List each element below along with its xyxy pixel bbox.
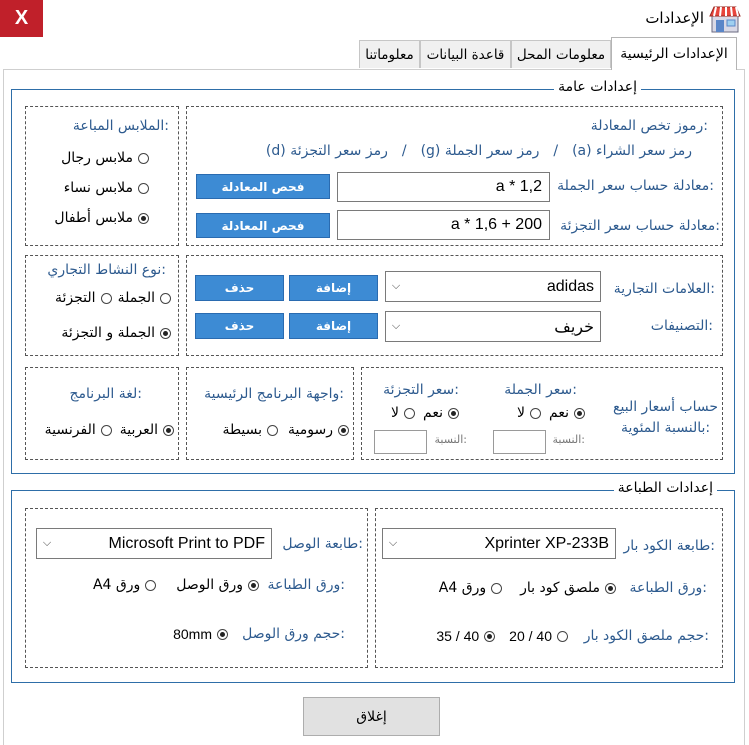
radio-dot[interactable] xyxy=(267,425,278,436)
radio-label: العربية xyxy=(119,422,158,438)
symbol-separator: / xyxy=(401,143,407,159)
radio-dot[interactable] xyxy=(404,408,415,419)
tab-database[interactable]: قاعدة البيانات xyxy=(420,40,511,68)
radio-dot[interactable] xyxy=(448,408,459,419)
receipt-printer-value: Microsoft Print to PDF xyxy=(108,534,265,552)
barcode-size-options xyxy=(436,628,568,644)
radio-label: نعم xyxy=(549,405,569,421)
radio-dot[interactable] xyxy=(138,153,149,164)
wholesale-price-title: سعر الجملة: xyxy=(504,382,577,398)
symbol-separator: / xyxy=(553,143,559,159)
interface-heading: واجهة البرنامج الرئيسية: xyxy=(204,386,344,402)
retail-formula-label: معادلة حساب سعر التجزئة: xyxy=(560,218,720,234)
activity-row-1 xyxy=(55,290,171,306)
radio-label: التجزئة xyxy=(55,290,96,306)
chevron-down-icon[interactable]: ⌵ xyxy=(391,320,401,332)
wholesale-yes-no xyxy=(517,405,585,421)
shop-icon xyxy=(709,4,741,34)
radio-label: الجملة xyxy=(117,290,155,306)
radio-label: ملابس نساء xyxy=(63,180,133,196)
wholesale-formula-label: معادلة حساب سعر الجملة: xyxy=(557,178,714,194)
radio-language-arabic[interactable] xyxy=(120,422,174,438)
barcode-printer-label: طابعة الكود بار: xyxy=(623,538,715,554)
receipt-paper-options xyxy=(93,577,259,593)
radio-dot[interactable] xyxy=(160,328,171,339)
retail-formula-input[interactable]: a * 1,6 + 200 xyxy=(337,210,550,240)
radio-dot[interactable] xyxy=(145,580,156,591)
radio-wholesale-no[interactable] xyxy=(517,405,541,421)
radio-retail-yes[interactable] xyxy=(423,405,459,421)
radio-receipt-size-80mm[interactable] xyxy=(173,626,228,642)
radio-label: 80mm xyxy=(173,626,212,642)
close-button[interactable]: X xyxy=(0,0,43,37)
retail-yes-no xyxy=(391,405,459,421)
percentage-heading-line2: بالنسبة المئوية: xyxy=(620,420,711,436)
formula-heading: رموز تخص المعادلة: xyxy=(590,118,708,134)
language-options xyxy=(45,422,174,438)
check-wholesale-formula-button[interactable]: فحص المعادلة xyxy=(196,174,330,199)
radio-barcode-size-40-35[interactable] xyxy=(436,628,495,644)
radio-label: رسومية xyxy=(288,422,333,438)
add-brand-button[interactable]: إضافة xyxy=(289,275,378,301)
tab-shop-info[interactable]: معلومات المحل xyxy=(511,40,611,68)
receipt-size-label: حجم ورق الوصل: xyxy=(242,626,345,642)
barcode-paper-options xyxy=(439,580,616,596)
printing-settings-legend: إعدادات الطباعة xyxy=(614,480,717,496)
language-heading: لغة البرنامج: xyxy=(69,386,142,402)
percentage-heading-line1: حساب أسعار البيع xyxy=(613,399,718,415)
radio-kids-clothes[interactable] xyxy=(54,210,149,226)
wholesale-ratio-input[interactable] xyxy=(493,430,546,454)
categories-combobox[interactable] xyxy=(385,311,601,342)
brands-label: العلامات التجارية: xyxy=(613,281,715,297)
radio-retail[interactable] xyxy=(55,290,112,306)
radio-men-clothes[interactable] xyxy=(61,150,149,166)
radio-interface-simple[interactable] xyxy=(222,422,278,438)
radio-barcode-size-40-20[interactable] xyxy=(509,628,568,644)
receipt-paper-label: ورق الطباعة: xyxy=(267,577,345,593)
radio-label: لا xyxy=(517,405,526,421)
tab-about[interactable]: معلوماتنا xyxy=(359,40,420,68)
business-activity-heading: نوع النشاط التجاري: xyxy=(47,262,166,278)
barcode-printer-combobox[interactable] xyxy=(382,528,616,559)
delete-category-button[interactable]: حذف xyxy=(195,313,284,339)
radio-dot[interactable] xyxy=(160,293,171,304)
add-category-button[interactable]: إضافة xyxy=(289,313,378,339)
radio-retail-no[interactable] xyxy=(391,405,415,421)
receipt-printer-combobox[interactable] xyxy=(36,528,272,559)
radio-dot[interactable] xyxy=(138,183,149,194)
radio-receipt-paper[interactable] xyxy=(176,577,259,593)
radio-dot[interactable] xyxy=(491,583,502,594)
brands-combobox[interactable] xyxy=(385,271,601,302)
symbol-wholesale: رمز سعر الجملة (g) xyxy=(420,143,540,159)
radio-label: ملصق كود بار xyxy=(520,580,600,596)
radio-dot[interactable] xyxy=(574,408,585,419)
radio-label: ملابس أطفال xyxy=(54,210,133,226)
barcode-paper-label: ورق الطباعة: xyxy=(629,580,707,596)
radio-dot[interactable] xyxy=(101,425,112,436)
radio-dot[interactable] xyxy=(605,583,616,594)
language-box xyxy=(25,367,179,460)
window-title: الإعدادات xyxy=(645,9,704,27)
formula-symbols xyxy=(266,143,692,159)
percentage-pricing-heading xyxy=(613,397,718,439)
radio-dot[interactable] xyxy=(248,580,259,591)
radio-label: نعم xyxy=(423,405,443,421)
radio-label: 40 / 35 xyxy=(436,628,480,644)
interface-options xyxy=(222,422,349,438)
radio-label: الفرنسية xyxy=(44,422,96,438)
brands-value: adidas xyxy=(546,277,594,295)
categories-label: التصنيفات: xyxy=(650,318,713,334)
radio-label: 40 / 20 xyxy=(509,628,552,644)
radio-dot[interactable] xyxy=(557,631,568,642)
radio-label: ورق الوصل xyxy=(176,577,243,593)
receipt-printer-label: طابعة الوصل: xyxy=(282,536,363,552)
chevron-down-icon[interactable]: ⌵ xyxy=(42,537,52,549)
radio-label: ملابس رجال xyxy=(61,150,133,166)
delete-brand-button[interactable]: حذف xyxy=(195,275,284,301)
retail-price-title: سعر التجزئة: xyxy=(383,382,459,398)
radio-wholesale[interactable] xyxy=(118,290,171,306)
tab-main-settings[interactable]: الإعدادات الرئيسية xyxy=(611,37,737,70)
radio-language-french[interactable] xyxy=(45,422,112,438)
radio-dot[interactable] xyxy=(138,213,149,224)
radio-label: ورق A4 xyxy=(92,577,141,593)
check-retail-formula-button[interactable]: فحص المعادلة xyxy=(196,213,330,238)
barcode-printer-value: Xprinter XP-233B xyxy=(484,534,609,552)
radio-label: الجملة و التجزئة xyxy=(61,325,155,341)
interface-box xyxy=(186,367,354,460)
radio-dot[interactable] xyxy=(484,631,495,642)
radio-dot[interactable] xyxy=(530,408,541,419)
radio-dot[interactable] xyxy=(338,425,349,436)
clothes-sold-heading: الملابس المباعة: xyxy=(72,118,169,134)
retail-ratio-input[interactable] xyxy=(374,430,427,454)
radio-wholesale-yes[interactable] xyxy=(549,405,585,421)
radio-receipt-a4-paper[interactable] xyxy=(93,577,156,593)
chevron-down-icon[interactable]: ⌵ xyxy=(391,280,401,292)
categories-value: خريف xyxy=(554,318,594,336)
symbol-retail: رمز سعر التجزئة (d) xyxy=(265,143,388,159)
radio-barcode-label-paper[interactable] xyxy=(520,580,616,596)
radio-interface-graphic[interactable] xyxy=(288,422,349,438)
radio-label: ورق A4 xyxy=(438,580,487,596)
wholesale-formula-input[interactable]: a * 1,2 xyxy=(337,172,550,202)
radio-dot[interactable] xyxy=(217,629,228,640)
chevron-down-icon[interactable]: ⌵ xyxy=(388,537,398,549)
radio-dot[interactable] xyxy=(101,293,112,304)
radio-label: بسيطة xyxy=(222,422,263,438)
radio-women-clothes[interactable] xyxy=(64,180,149,196)
radio-dot[interactable] xyxy=(163,425,174,436)
wholesale-ratio-label: النسبة: xyxy=(552,433,585,446)
radio-label: لا xyxy=(391,405,400,421)
radio-barcode-a4-paper[interactable] xyxy=(439,580,502,596)
retail-ratio-label: النسبة: xyxy=(434,433,467,446)
general-settings-legend: إعدادات عامة xyxy=(554,79,641,95)
radio-wholesale-and-retail[interactable] xyxy=(61,325,171,341)
symbol-purchase: رمز سعر الشراء (a) xyxy=(572,143,692,159)
close-dialog-button[interactable]: إغلاق xyxy=(303,697,440,736)
barcode-size-label: حجم ملصق الكود بار: xyxy=(583,628,709,644)
